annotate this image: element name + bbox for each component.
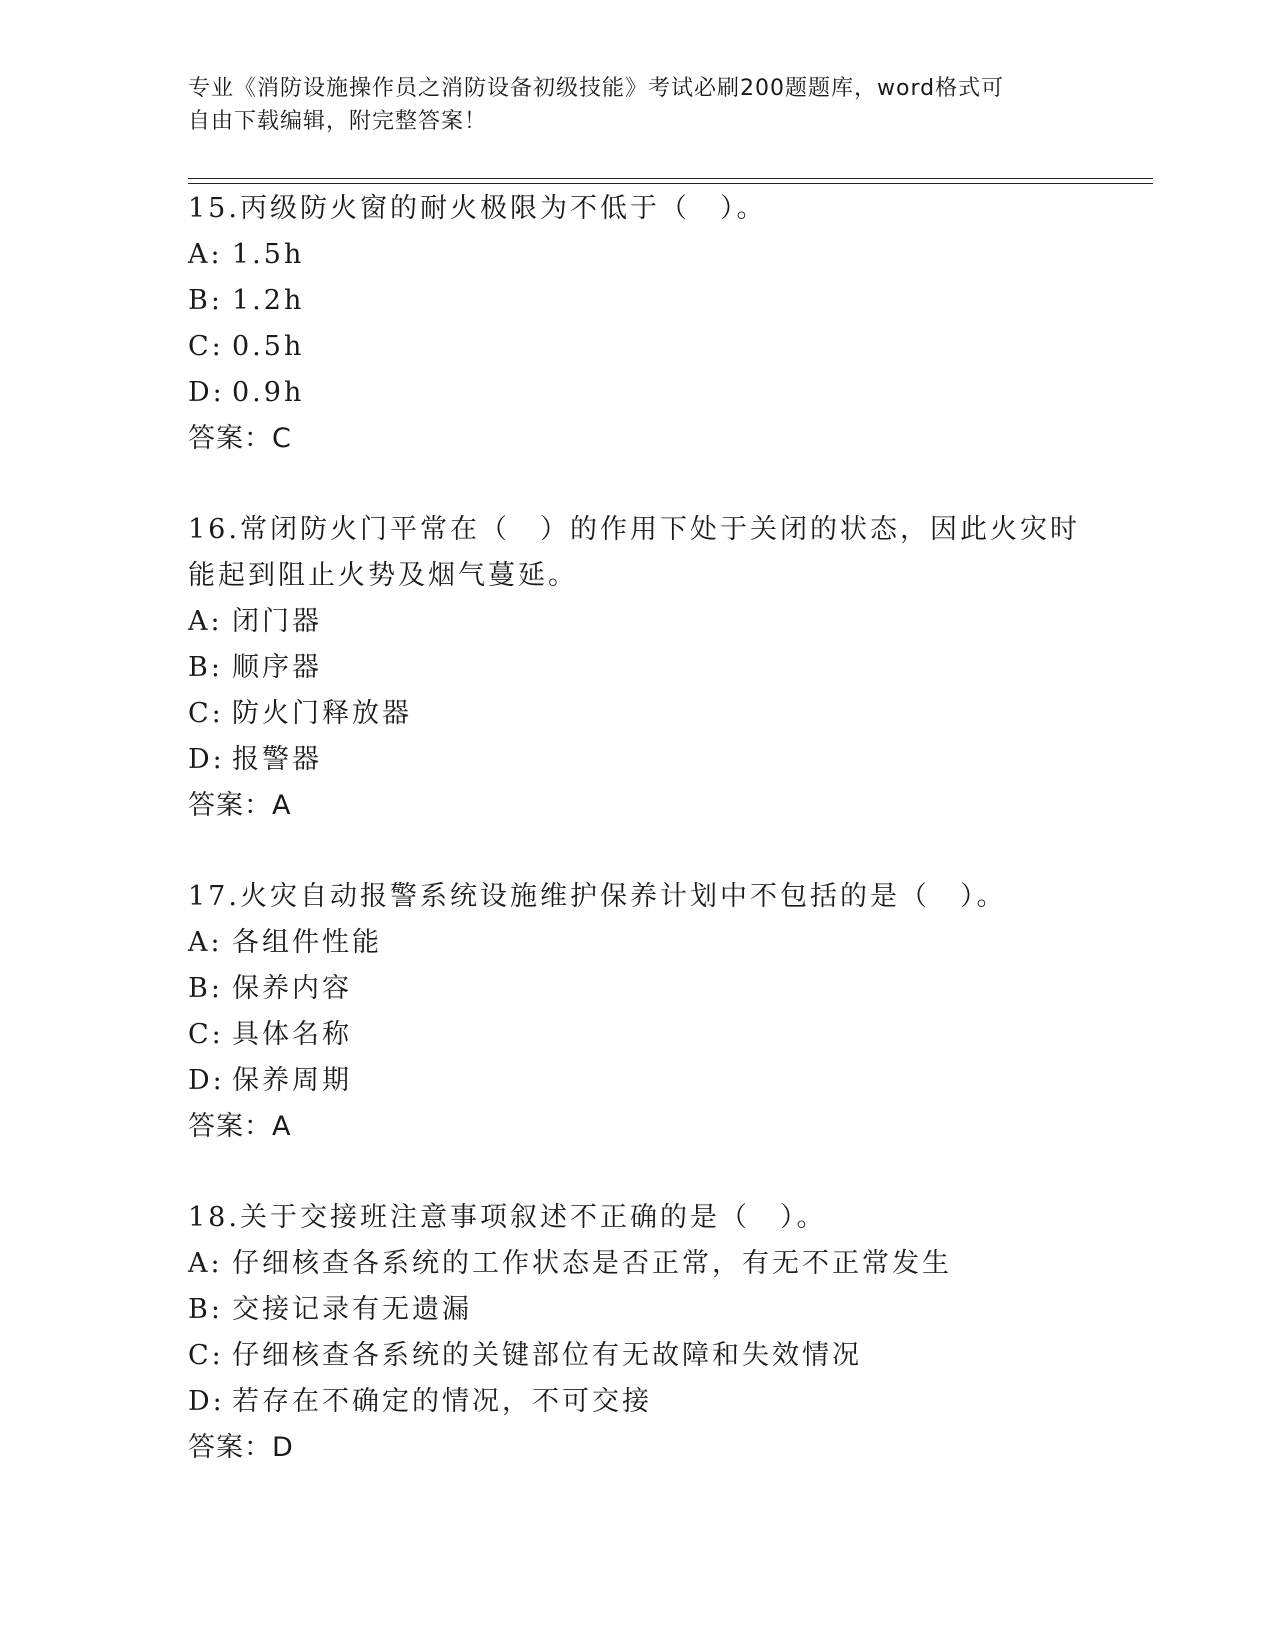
option-d [188,737,1088,783]
option-letter: D: [188,1386,225,1417]
option-letter: D: [188,1065,225,1096]
option-a [188,232,1088,278]
header-divider-top [188,178,1153,179]
option-text: 报警器 [232,744,322,775]
answer-line [188,1425,1088,1471]
option-b [188,1287,1088,1333]
option-c [188,324,1088,370]
option-letter: D: [188,377,225,408]
option-a [188,1241,1088,1287]
option-letter: B: [188,1294,223,1325]
option-c [188,1333,1088,1379]
option-text: 仔细核查各系统的关键部位有无故障和失效情况 [232,1340,862,1371]
option-a [188,599,1088,645]
option-letter: C: [188,698,224,729]
option-text: 各组件性能 [232,927,382,958]
answer-line [188,416,1088,462]
answer-label: 答案： [188,423,272,454]
option-text: 闭门器 [232,606,322,637]
option-text: 0.5h [232,331,305,362]
question-stem: 18.关于交接班注意事项叙述不正确的是（ ）。 [188,1202,827,1233]
option-letter: C: [188,1340,224,1371]
option-letter: B: [188,285,223,316]
answer-value: C [272,423,292,454]
question-stem: 16.常闭防火门平常在（ ）的作用下处于关闭的状态，因此火灾时能起到阻止火势及烟气蔓延。 [188,514,1080,591]
question-stem: 17.火灾自动报警系统设施维护保养计划中不包括的是（ ）。 [188,881,1007,912]
answer-label: 答案： [188,790,272,821]
question-stem: 15.丙级防火窗的耐火极限为不低于（ ）。 [188,193,767,224]
option-text: 交接记录有无遗漏 [232,1294,472,1325]
header-line-1: 专业《消防设施操作员之消防设备初级技能》考试必刷200题题库，word格式可 [188,76,1005,101]
option-b [188,645,1088,691]
option-letter: D: [188,744,225,775]
question-15 [188,186,1088,462]
option-d [188,370,1088,416]
header-line-2: 自由下载编辑，附完整答案！ [188,109,488,134]
option-text: 具体名称 [232,1019,352,1050]
option-letter: C: [188,331,224,362]
option-letter: A: [188,927,223,958]
option-letter: B: [188,973,223,1004]
answer-line [188,783,1088,829]
question-16 [188,507,1088,829]
option-text: 防火门释放器 [232,698,412,729]
option-text: 若存在不确定的情况，不可交接 [232,1386,652,1417]
option-b [188,278,1088,324]
option-c [188,1012,1088,1058]
question-list [188,186,1088,1516]
document-header [188,72,1068,138]
option-c [188,691,1088,737]
question-18 [188,1195,1088,1471]
question-17 [188,874,1088,1150]
option-text: 顺序器 [232,652,322,683]
option-a [188,920,1088,966]
answer-label: 答案： [188,1432,272,1463]
answer-label: 答案： [188,1111,272,1142]
option-letter: A: [188,606,223,637]
option-letter: C: [188,1019,224,1050]
option-text: 0.9h [232,377,305,408]
option-d [188,1379,1088,1425]
option-text: 1.5h [232,239,305,270]
answer-value: A [272,790,292,821]
answer-value: A [272,1111,292,1142]
option-d [188,1058,1088,1104]
header-divider-bottom [188,183,1153,184]
option-b [188,966,1088,1012]
option-text: 仔细核查各系统的工作状态是否正常，有无不正常发生 [232,1248,952,1279]
option-letter: B: [188,652,223,683]
option-letter: A: [188,1248,223,1279]
option-text: 1.2h [232,285,305,316]
answer-line [188,1104,1088,1150]
option-text: 保养周期 [232,1065,352,1096]
answer-value: D [272,1432,294,1463]
option-letter: A: [188,239,223,270]
option-text: 保养内容 [232,973,352,1004]
